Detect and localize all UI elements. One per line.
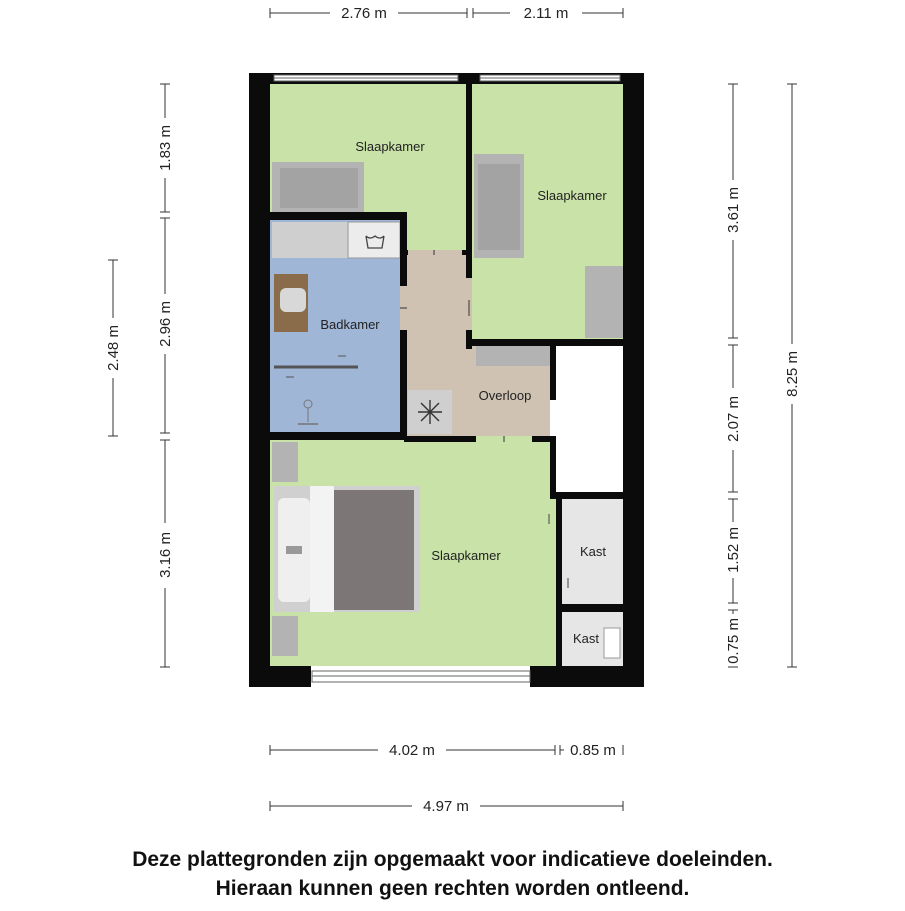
exterior-wall-bottom-left xyxy=(249,666,311,687)
dim-bottom-total: 4.97 m xyxy=(423,798,469,815)
dim-right-2: 2.07 m xyxy=(725,396,742,442)
room-label-closet-2: Kast xyxy=(572,631,600,646)
room-label-landing: Overloop xyxy=(478,388,532,403)
wall-closet-left xyxy=(556,496,562,666)
closet-2-shelf xyxy=(604,628,620,658)
bed-mid-mark xyxy=(286,546,302,554)
nightstand-bottom xyxy=(272,616,298,656)
wall-closet-divider xyxy=(556,604,623,612)
double-bed-sheet xyxy=(310,486,334,612)
room-label-closet-1: Kast xyxy=(579,544,607,559)
dim-left-2: 2.96 m xyxy=(157,301,174,347)
wall-top-right-bedroom-bottom xyxy=(466,339,623,346)
dim-right-4: 0.75 m xyxy=(725,618,742,664)
dim-right-1: 3.61 m xyxy=(725,187,742,233)
wall-bathroom-bottom xyxy=(249,432,407,440)
desk-top-surface xyxy=(280,168,358,208)
room-label-bedroom-bottom: Slaapkamer xyxy=(431,548,501,563)
floor-hall-white xyxy=(556,346,623,492)
exterior-wall-left xyxy=(249,73,270,687)
dim-bottom-1: 4.02 m xyxy=(389,742,435,759)
room-label-bathroom: Badkamer xyxy=(320,317,380,332)
fan-icon xyxy=(418,400,442,424)
disclaimer-line-1: Deze plattegronden zijn opgemaakt voor indicatieve doeleinden. xyxy=(132,848,773,871)
room-label-bedroom-top-left: Slaapkamer xyxy=(355,139,425,154)
dim-left-3: 3.16 m xyxy=(157,532,174,578)
dim-top-right: 2.11 m xyxy=(523,5,569,22)
exterior-wall-bottom-right xyxy=(530,666,644,687)
room-label-bedroom-top-right: Slaapkamer xyxy=(537,188,607,203)
dim-right-outer: 8.25 m xyxy=(784,351,801,397)
door-hall xyxy=(550,400,556,436)
dim-bottom-2: 0.85 m xyxy=(570,742,616,759)
dim-left-1: 1.83 m xyxy=(157,125,174,171)
sink-basin xyxy=(280,288,306,312)
double-bed-blanket xyxy=(334,490,414,610)
door-landing-bedroom-top-left xyxy=(408,250,462,255)
wardrobe-bedroom-top-right xyxy=(585,266,623,338)
dim-right-3: 1.52 m xyxy=(725,527,742,573)
dim-top-left: 2.76 m xyxy=(341,5,387,22)
disclaimer-line-2: Hieraan kunnen geen rechten worden ontleend. xyxy=(215,877,690,900)
dim-left-outer: 2.48 m xyxy=(105,325,122,371)
washing-machine xyxy=(348,222,400,258)
wall-bathroom-top xyxy=(249,212,407,220)
landing-cabinet xyxy=(476,346,552,366)
exterior-wall-right xyxy=(623,73,644,687)
bed-mattress xyxy=(478,164,520,250)
nightstand-top xyxy=(272,442,298,482)
